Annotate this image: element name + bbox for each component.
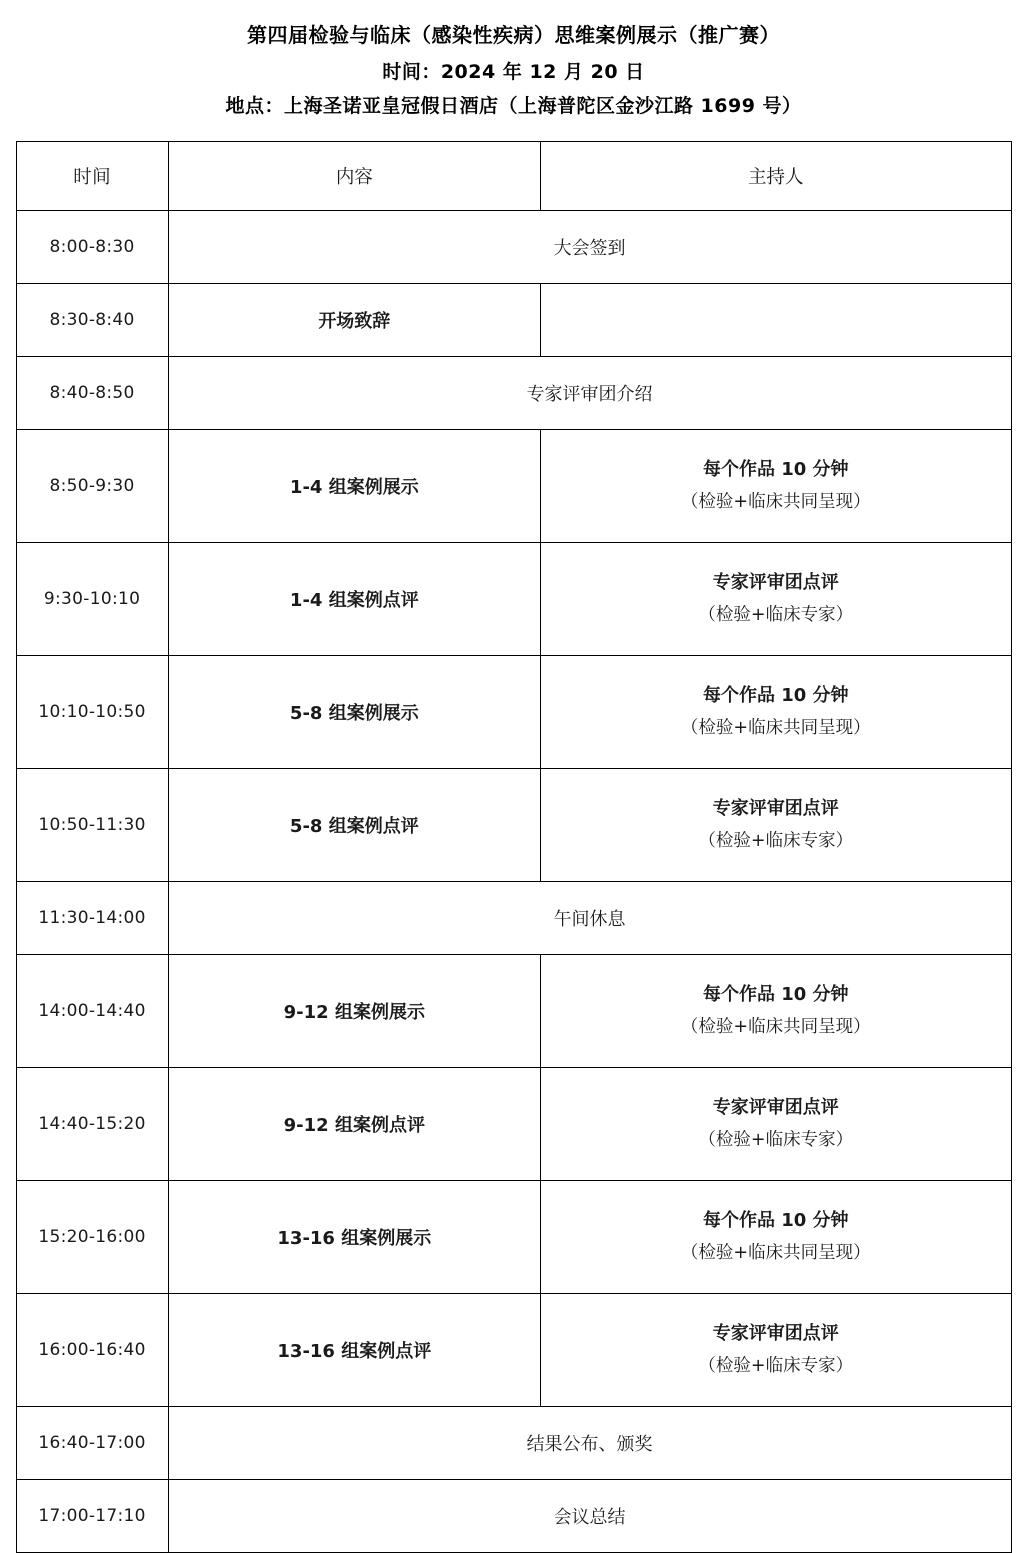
host-line-primary: 专家评审团点评	[712, 1323, 839, 1345]
cell-host	[541, 655, 1012, 768]
host-line-primary: 每个作品 10 分钟	[702, 685, 849, 707]
host-detail	[545, 1204, 1007, 1270]
host-line-secondary: （检验+临床专家）	[698, 1130, 854, 1151]
document-header-cell	[16, 10, 1011, 141]
table-row	[16, 542, 1011, 655]
table-row	[16, 1406, 1011, 1479]
host-line-secondary: （检验+临床专家）	[698, 831, 854, 852]
cell-time: 9:30-10:10	[16, 542, 168, 655]
cell-host	[541, 1293, 1012, 1406]
cell-host	[541, 768, 1012, 881]
cell-content: 专家评审团介绍	[168, 356, 1011, 429]
host-line-primary: 每个作品 10 分钟	[702, 459, 849, 481]
host-line-secondary: （检验+临床专家）	[698, 1356, 854, 1377]
event-time: 时间：2024 年 12 月 20 日	[382, 61, 645, 83]
cell-content: 午间休息	[168, 881, 1011, 954]
table-row	[16, 655, 1011, 768]
table-row	[16, 1067, 1011, 1180]
host-line-secondary: （检验+临床共同呈现）	[680, 1017, 871, 1038]
cell-content: 大会签到	[168, 210, 1011, 283]
cell-time: 17:00-17:10	[16, 1479, 168, 1552]
cell-time: 15:20-16:00	[16, 1180, 168, 1293]
table-row	[16, 1180, 1011, 1293]
host-line-secondary: （检验+临床专家）	[698, 605, 854, 626]
agenda-table-body	[16, 10, 1011, 1552]
title-block	[16, 10, 1011, 141]
page-title: 第四届检验与临床（感染性疾病）思维案例展示（推广赛）	[247, 23, 780, 47]
cell-host	[541, 429, 1012, 542]
cell-time: 8:30-8:40	[16, 283, 168, 356]
table-row	[16, 881, 1011, 954]
cell-time: 10:50-11:30	[16, 768, 168, 881]
cell-host	[541, 283, 1012, 356]
host-detail	[545, 1091, 1007, 1157]
cell-host	[541, 542, 1012, 655]
host-detail	[545, 453, 1007, 519]
column-header-row	[16, 141, 1011, 210]
cell-host	[541, 1067, 1012, 1180]
cell-time: 10:10-10:50	[16, 655, 168, 768]
host-detail	[545, 978, 1007, 1044]
cell-time: 16:40-17:00	[16, 1406, 168, 1479]
host-line-secondary: （检验+临床共同呈现）	[680, 492, 871, 513]
column-header-content: 内容	[168, 141, 540, 210]
document-header-row	[16, 10, 1011, 141]
cell-content: 开场致辞	[168, 283, 540, 356]
cell-content: 会议总结	[168, 1479, 1011, 1552]
cell-content: 5-8 组案例点评	[168, 768, 540, 881]
cell-time: 8:00-8:30	[16, 210, 168, 283]
cell-content: 1-4 组案例展示	[168, 429, 540, 542]
cell-content: 结果公布、颁奖	[168, 1406, 1011, 1479]
cell-content: 1-4 组案例点评	[168, 542, 540, 655]
agenda-table	[16, 10, 1012, 1553]
cell-time: 14:00-14:40	[16, 954, 168, 1067]
host-detail	[545, 792, 1007, 858]
host-line-primary: 每个作品 10 分钟	[702, 1210, 849, 1232]
event-location: 地点：上海圣诺亚皇冠假日酒店（上海普陀区金沙江路 1699 号）	[225, 95, 802, 118]
cell-content: 5-8 组案例展示	[168, 655, 540, 768]
table-row	[16, 954, 1011, 1067]
host-line-secondary: （检验+临床共同呈现）	[680, 718, 871, 739]
table-row	[16, 356, 1011, 429]
table-row	[16, 210, 1011, 283]
column-header-time: 时间	[16, 141, 168, 210]
table-row	[16, 1479, 1011, 1552]
cell-time: 16:00-16:40	[16, 1293, 168, 1406]
host-detail	[545, 566, 1007, 632]
cell-content: 9-12 组案例展示	[168, 954, 540, 1067]
cell-time: 8:50-9:30	[16, 429, 168, 542]
host-detail	[545, 1317, 1007, 1383]
cell-time: 14:40-15:20	[16, 1067, 168, 1180]
cell-content: 9-12 组案例点评	[168, 1067, 540, 1180]
cell-time: 11:30-14:00	[16, 881, 168, 954]
table-row	[16, 768, 1011, 881]
host-detail	[545, 679, 1007, 745]
cell-host	[541, 1180, 1012, 1293]
column-header-host: 主持人	[541, 141, 1012, 210]
cell-content: 13-16 组案例点评	[168, 1293, 540, 1406]
cell-content: 13-16 组案例展示	[168, 1180, 540, 1293]
host-line-primary: 专家评审团点评	[712, 798, 839, 820]
cell-time: 8:40-8:50	[16, 356, 168, 429]
host-line-primary: 专家评审团点评	[712, 1097, 839, 1119]
table-row	[16, 1293, 1011, 1406]
host-line-primary: 专家评审团点评	[712, 572, 839, 594]
host-line-primary: 每个作品 10 分钟	[702, 984, 849, 1006]
cell-host	[541, 954, 1012, 1067]
table-row	[16, 429, 1011, 542]
host-line-secondary: （检验+临床共同呈现）	[680, 1243, 871, 1264]
table-row	[16, 283, 1011, 356]
